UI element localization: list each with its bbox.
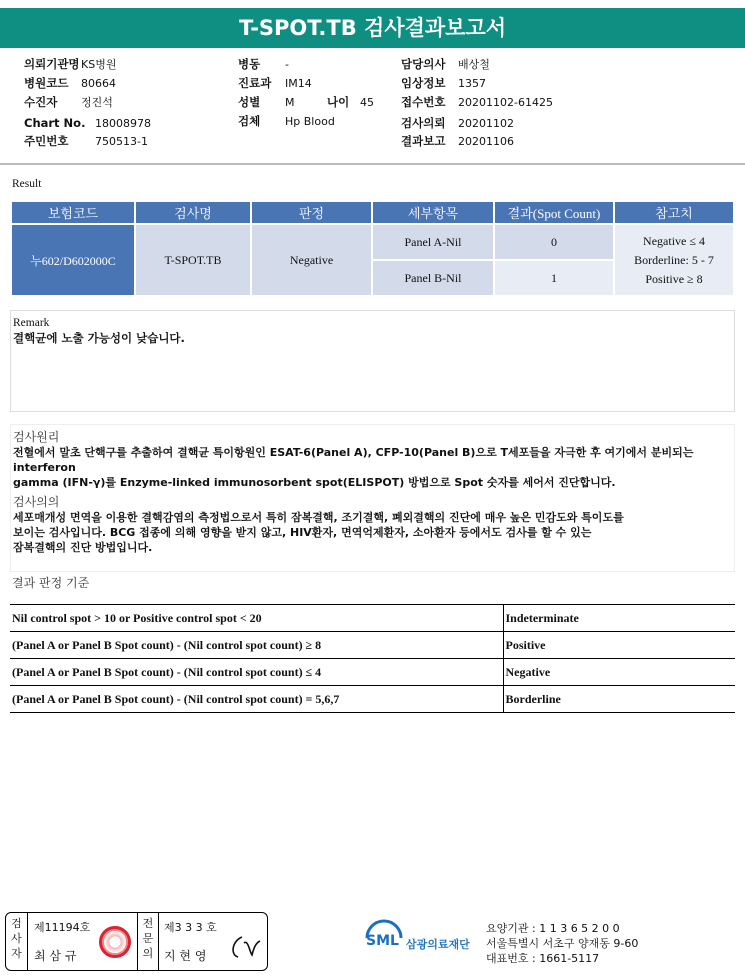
value: M bbox=[285, 96, 295, 109]
specialist-name: 지 현 영 bbox=[164, 949, 207, 963]
criteria-condition: (Panel A or Panel B Spot count) - (Nil control spot count) = 5,6,7 bbox=[10, 686, 503, 713]
description-box bbox=[10, 424, 735, 572]
header-cell: 참고치 bbox=[614, 201, 734, 224]
sml-logo-text: SML bbox=[366, 933, 399, 949]
label: 담당의사 bbox=[401, 57, 446, 71]
specialist-number: 제3 3 3 호 bbox=[164, 921, 217, 934]
panel-b-label: Panel B-Nil bbox=[372, 260, 494, 296]
tester-name: 최 삼 규 bbox=[34, 949, 77, 963]
criteria-result: Negative bbox=[503, 659, 735, 686]
principle-label: 검사원리 bbox=[13, 430, 60, 444]
remark-text: 결핵균에 노출 가능성이 낮습니다. bbox=[13, 331, 185, 345]
criteria-condition: Nil control spot > 10 or Positive control spot < 20 bbox=[10, 605, 503, 632]
panel-b-value: 1 bbox=[494, 260, 614, 296]
report-title: T-SPOT.TB 검사결과보고서 bbox=[0, 8, 745, 48]
label: 병동 bbox=[238, 57, 261, 71]
value: 80664 bbox=[81, 77, 116, 90]
value: IM14 bbox=[285, 77, 312, 90]
value: 20201106 bbox=[458, 135, 514, 148]
remark-box bbox=[10, 310, 735, 412]
value: 정진석 bbox=[81, 96, 113, 109]
signature-box bbox=[5, 912, 268, 971]
header-cell: 결과(Spot Count) bbox=[494, 201, 614, 224]
value: 750513-1 bbox=[95, 135, 148, 148]
tester-vertical-label bbox=[6, 913, 28, 970]
reference-range bbox=[614, 224, 734, 296]
criteria-result: Indeterminate bbox=[503, 605, 735, 632]
tester-vertical-text: 검사자 bbox=[11, 917, 22, 960]
label: 결과보고 bbox=[401, 134, 446, 148]
institution-code: 요양기관 : 1 1 3 6 5 2 0 0 bbox=[486, 922, 620, 935]
value: - bbox=[285, 58, 289, 71]
test-name: T-SPOT.TB bbox=[135, 224, 251, 296]
principle-line: 전혈에서 말초 단핵구를 추출하여 결핵균 특이항원인 ESAT-6(Panel A), CFP-10(Panel B)으로 T세포들을 자극한 후 여기에서 분비되는 interferon bbox=[13, 446, 694, 474]
footer bbox=[0, 905, 745, 977]
remark-label: Remark bbox=[13, 317, 50, 329]
divider bbox=[0, 163, 745, 165]
header-cell: 판정 bbox=[251, 201, 372, 224]
header-cell: 보험코드 bbox=[11, 201, 135, 224]
label: 검사의뢰 bbox=[401, 116, 446, 130]
ref-negative: Negative ≤ 4 bbox=[643, 233, 705, 248]
result-label: Result bbox=[12, 178, 42, 190]
judgement: Negative bbox=[251, 224, 372, 296]
header-cell: 세부항목 bbox=[372, 201, 494, 224]
specialist-vertical-text: 전문의 bbox=[142, 917, 154, 960]
panel-a-value: 0 bbox=[494, 224, 614, 260]
meaning-line: 잠복결핵의 진단 방법입니다. bbox=[13, 541, 153, 554]
label: 병원코드 bbox=[24, 76, 69, 90]
value: 18008978 bbox=[95, 117, 151, 130]
label: 진료과 bbox=[238, 76, 272, 90]
header-cell: 검사명 bbox=[135, 201, 251, 224]
label: 의뢰기관명 bbox=[24, 57, 80, 71]
label: 성별 bbox=[238, 95, 261, 109]
label: 검체 bbox=[238, 114, 261, 128]
criteria-result: Borderline bbox=[503, 686, 735, 713]
criteria-condition: (Panel A or Panel B Spot count) - (Nil control spot count) ≥ 8 bbox=[10, 632, 503, 659]
value: 1357 bbox=[458, 77, 486, 90]
value: 45 bbox=[360, 96, 374, 109]
meaning-line: 세포매개성 면역을 이용한 결핵감염의 측정법으로서 특히 잠복결핵, 조기결핵, 폐외결핵의 진단에 매우 높은 민감도와 특이도를 bbox=[13, 511, 624, 524]
meaning-line: 보이는 검사입니다. BCG 접종에 의해 영향을 받지 않고, HIV환자, 면역억제환자, 소아환자 등에서도 검사를 할 수 있는 bbox=[13, 526, 592, 539]
result-table bbox=[10, 200, 735, 297]
label: 임상정보 bbox=[401, 76, 446, 90]
signature-icon bbox=[228, 933, 262, 961]
label: Chart No. bbox=[24, 116, 86, 130]
criteria-result: Positive bbox=[503, 632, 735, 659]
address: 서울특별시 서초구 양재동 9-60 bbox=[486, 937, 639, 950]
institution-name: 삼광의료재단 bbox=[406, 938, 470, 951]
criteria-label: 결과 판정 기준 bbox=[12, 576, 90, 590]
principle-line: gamma (IFN-γ)를 Enzyme-linked immunosorbent spot(ELISPOT) 방법으로 Spot 숫자를 세어서 진단합니다. bbox=[13, 476, 616, 489]
phone: 대표번호 : 1661-5117 bbox=[486, 952, 600, 965]
label: 나이 bbox=[327, 95, 350, 109]
criteria-condition: (Panel A or Panel B Spot count) - (Nil control spot count) ≤ 4 bbox=[10, 659, 503, 686]
label: 수진자 bbox=[24, 95, 58, 109]
value: 20201102 bbox=[458, 117, 514, 130]
value: 20201102-61425 bbox=[458, 96, 553, 109]
ref-borderline: Borderline: 5 - 7 bbox=[634, 252, 714, 267]
meaning-label: 검사의의 bbox=[13, 495, 60, 509]
ref-positive: Positive ≥ 8 bbox=[645, 271, 703, 286]
value: KS병원 bbox=[81, 58, 117, 71]
specialist-vertical-label bbox=[137, 913, 159, 970]
tester-number: 제11194호 bbox=[34, 921, 91, 934]
label: 접수번호 bbox=[401, 95, 446, 109]
label: 주민번호 bbox=[24, 134, 69, 148]
value: Hp Blood bbox=[285, 115, 335, 128]
criteria-table bbox=[10, 604, 735, 713]
value: 배상철 bbox=[458, 58, 490, 71]
insurance-code: 누602/D602000C bbox=[11, 224, 135, 296]
seal-icon bbox=[99, 926, 131, 958]
address-block bbox=[486, 921, 638, 966]
panel-a-label: Panel A-Nil bbox=[372, 224, 494, 260]
